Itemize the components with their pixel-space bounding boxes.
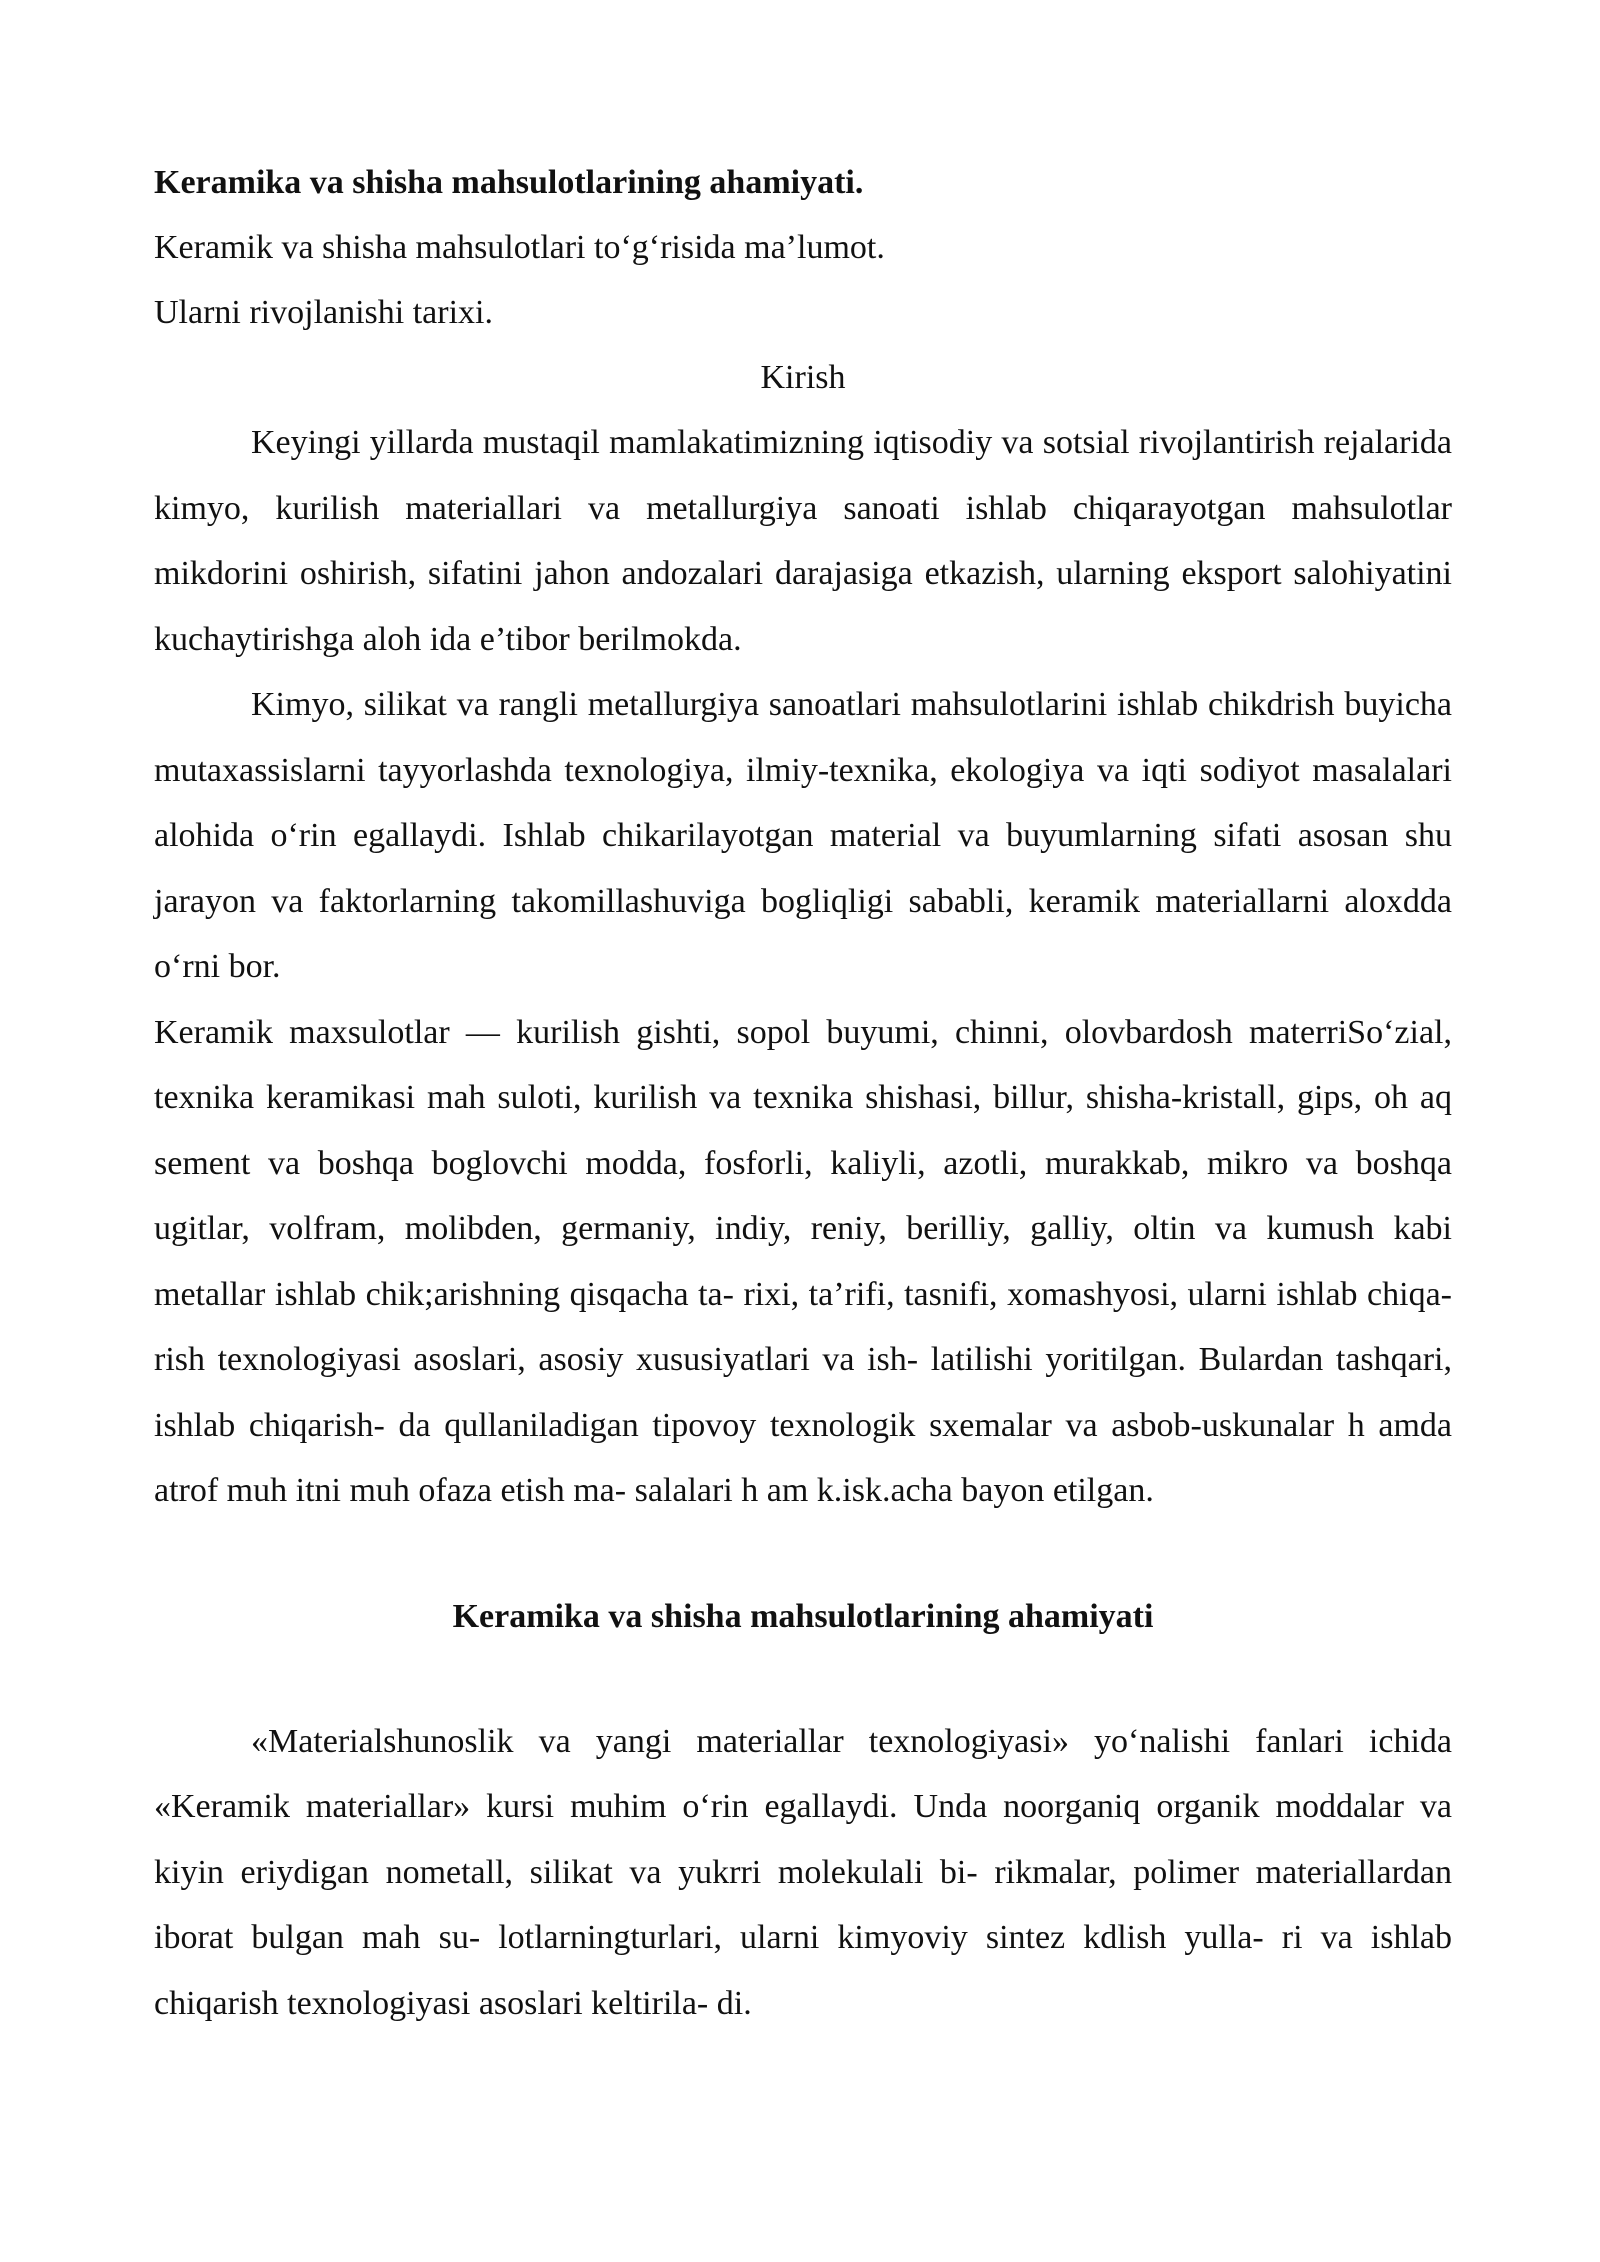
section-spacer xyxy=(154,1524,1452,1584)
section-paragraph-1: «Materialshunoslik va yangi materiallar texnologiyasi» yo‘nalishi fanlari ichida «Keramik materiallar» kursi muhim o‘rin egallaydi. Unda noorganiq organik moddalar va kiyin eriydigan nometall, silikat va yukrri molekulali bi- rikmalar, polimer materiallardan iborat bulgan mah su- lotlarningturlari, ularni kimyoviy sintez kdlish yulla- ri va ishlab chiqarish texnologiyasi asoslari keltirila- di. xyxy=(154,1722,1452,2022)
section-heading: Keramika va shisha mahsulotlarining ahamiyati xyxy=(452,1597,1154,1635)
document-subtitle-2: Ularni rivojlanishi tarixi. xyxy=(154,294,493,331)
document-subtitle-1: Keramik va shisha mahsulotlari to‘g‘risida ma’lumot. xyxy=(154,229,885,266)
document-page xyxy=(154,150,1452,2036)
intro-heading: Kirish xyxy=(760,359,846,396)
intro-paragraph-3: Keramik maxsulotlar — kurilish gishti, sopol buyumi, chinni, olovbardosh materriSo‘zial, texnika keramikasi mah suloti, kurilish va texnika shishasi, billur, shisha-kristall, gips, oh aq sement va boshqa boglovchi modda, fosforli, kaliyli, azotli, murakkab, mikro va boshqa ugitlar, volfram, molibden, germaniy, indiy, reniy, berilliy, galliy, oltin va kumush kabi metallar ishlab chik;arishning qisqacha ta- rixi, ta’rifi, tasnifi, xomashyosi, ularni ishlab chiqa- rish texnologiyasi asoslari, asosiy xususiyatlari va ish- latilishi yoritilgan. Bulardan tashqari, ishlab chiqarish- da qullaniladigan tipovoy texnologik sxemalar va asbob-uskunalar h amda atrof muh itni muh ofaza etish ma- salalari h am k.isk.acha bayon etilgan. xyxy=(154,1013,1452,1509)
intro-paragraph-2: Kimyo, silikat va rangli metallurgiya sanoatlari mahsulotlarini ishlab chikdrish buyicha mutaxassislarni tayyorlashda texnologiya, ilmiy-texnika, ekologiya va iqti sodiyot masalalari alohida o‘rin egallaydi. Ishlab chikarilayotgan material va buyumlarning sifati asosan shu jarayon va faktorlarning takomillashuviga bogliqligi sababli, keramik materiallarni aloxdda o‘rni bor. xyxy=(154,686,1452,985)
intro-paragraph-1: Keyingi yillarda mustaqil mamlakatimizning iqtisodiy va sotsial rivojlantirish rejalarida kimyo, kurilish materiallari va metallurgiya sanoati ishlab chiqarayotgan mahsulotlar mikdorini oshirish, sifatini jahon andozalari darajasiga etkazish, ularning eksport salohiyatini kuchaytirishga aloh ida e’tibor berilmokda. xyxy=(154,424,1452,658)
section-spacer-2 xyxy=(154,1649,1452,1709)
document-title: Keramika va shisha mahsulotlarining ahamiyati. xyxy=(154,164,864,201)
